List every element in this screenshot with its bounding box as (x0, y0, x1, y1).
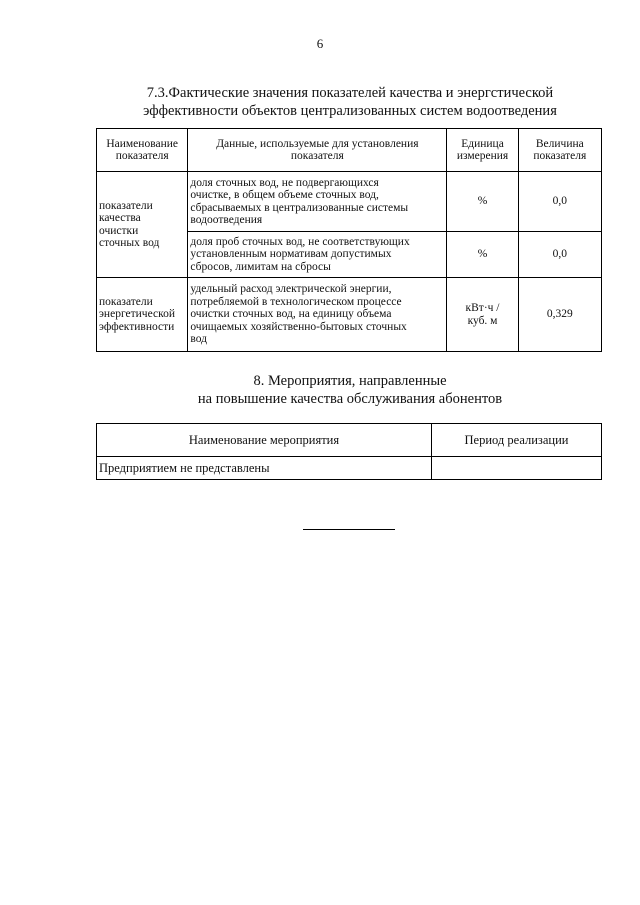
table-row (97, 172, 602, 232)
section-7-3-title-line: 7.3.Фактические значения показателей качества и энергстической (146, 85, 554, 101)
events-table (96, 423, 602, 480)
indicators-table (96, 128, 602, 352)
section-7-3-title (60, 84, 640, 120)
row-value: 0,0 (518, 172, 601, 232)
header-unit: Единица измерения (447, 129, 518, 172)
row-unit: % (447, 172, 518, 232)
header-event-name: Наименование мероприятия (97, 424, 432, 457)
group-name-energy: показатели энергетической эффективности (97, 278, 188, 352)
row-description: доля проб сточных вод, не соответствующих установленным нормативам допустимых сбросов, лимитам на сбросы (188, 232, 447, 278)
section-8-title-line: на повышение качества обслуживания абонентов (197, 391, 503, 407)
group-name-quality: показатели качества очистки сточных вод (97, 172, 188, 278)
row-description: доля сточных вод, не подвергающихся очистке, в общем объеме сточных вод, сбрасываемых в централизованные системы водоотведения (188, 172, 447, 232)
row-unit: кВт·ч / куб. м (447, 278, 518, 352)
row-unit: % (447, 232, 518, 278)
row-value: 0,329 (518, 278, 601, 352)
header-period: Период реализации (432, 424, 602, 457)
indicators-header-row (97, 129, 602, 172)
header-name: Наименование показателя (97, 129, 188, 172)
events-header-row (97, 424, 602, 457)
event-name: Предприятием не представлены (97, 457, 432, 480)
section-8-title (60, 372, 640, 408)
table-row (97, 278, 602, 352)
header-value: Величина показателя (518, 129, 601, 172)
closing-rule (303, 529, 395, 530)
header-data: Данные, используемые для установления показателя (188, 129, 447, 172)
row-value: 0,0 (518, 232, 601, 278)
page-number: 6 (316, 36, 324, 51)
section-8-title-line: 8. Мероприятия, направленные (253, 373, 447, 389)
table-row (97, 457, 602, 480)
event-period (432, 457, 602, 480)
row-description: удельный расход электрической энергии, потребляемой в технологическом процессе очистки сточных вод, на единицу объема очищаемых хозяйственно-бытовых сточных вод (188, 278, 447, 352)
section-7-3-title-line: эффективности объектов централизованных систем водоотведения (143, 103, 557, 119)
